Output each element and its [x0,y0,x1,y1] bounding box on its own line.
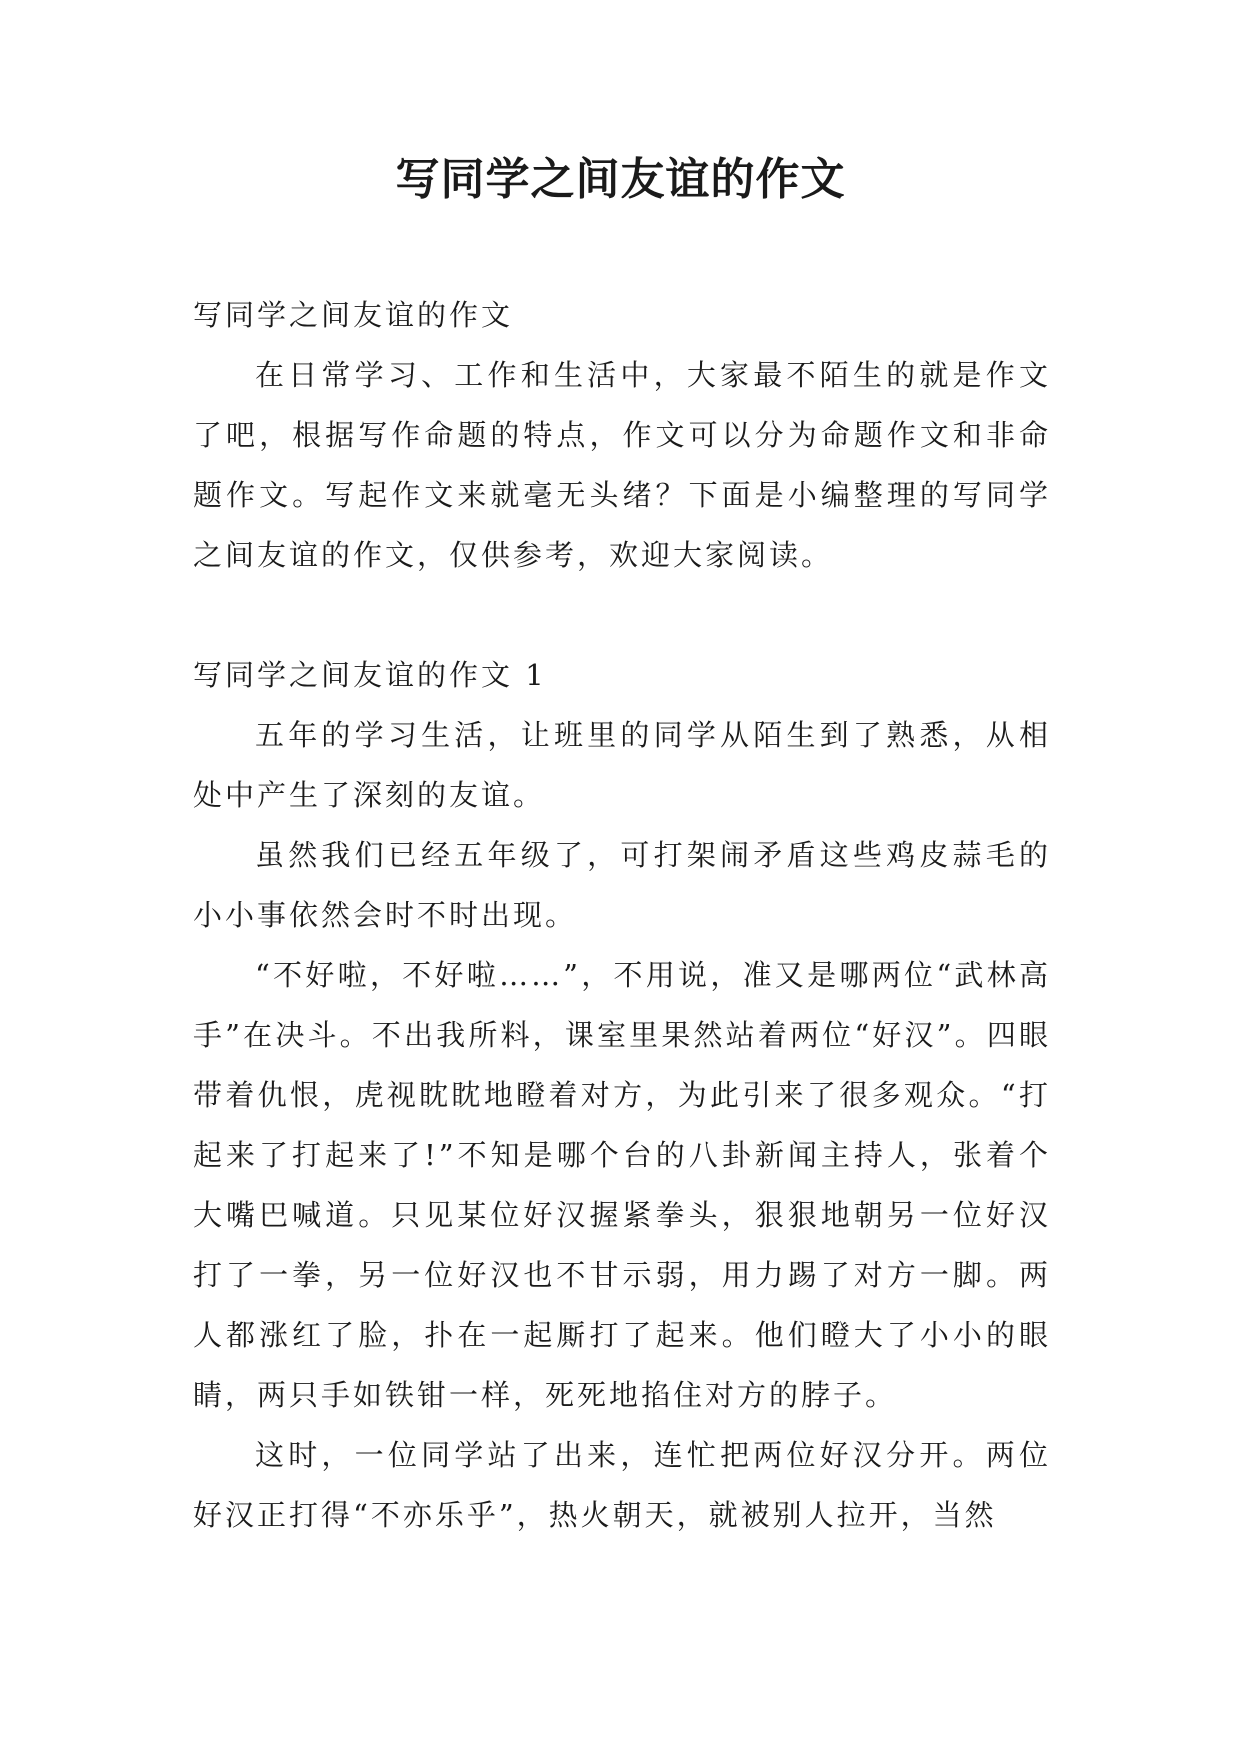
intro-heading: 写同学之间友谊的作文 [193,298,514,332]
essay-1-paragraph: 这时，一位同学站了出来，连忙把两位好汉分开。两位好汉正打得“不亦乐乎”，热火朝天，就被别人拉开，当然 [193,1438,1051,1532]
essay-1-paragraph: “不好啦，不好啦……”，不用说，准又是哪两位“武林高手”在决斗。不出我所料，课室里果然站着两位“好汉”。四眼带着仇恨，虎视眈眈地瞪着对方，为此引来了很多观众。“打起来了打起来了!”不知是哪个台的八卦新闻主持人，张着个大嘴巴喊道。只见某位好汉握紧拳头，狠狠地朝另一位好汉打了一拳，另一位好汉也不甘示弱，用力踢了对方一脚。两人都涨红了脸，扑在一起厮打了起来。他们瞪大了小小的眼睛，两只手如铁钳一样，死死地掐住对方的脖子。 [193,958,1051,1412]
essay-1-paragraph: 五年的学习生活，让班里的同学从陌生到了熟悉，从相处中产生了深刻的友谊。 [193,718,1051,812]
essay-1-paragraph: 虽然我们已经五年级了，可打架闹矛盾这些鸡皮蒜毛的小小事依然会时不时出现。 [193,838,1051,932]
intro-paragraph: 在日常学习、工作和生活中，大家最不陌生的就是作文了吧，根据写作命题的特点，作文可以分为命题作文和非命题作文。写起作文来就毫无头绪？下面是小编整理的写同学之间友谊的作文，仅供参考，欢迎大家阅读。 [193,358,1051,572]
document-title: 写同学之间友谊的作文 [395,154,846,205]
essay-1-heading: 写同学之间友谊的作文 1 [193,658,547,692]
document-body [193,285,1051,1545]
